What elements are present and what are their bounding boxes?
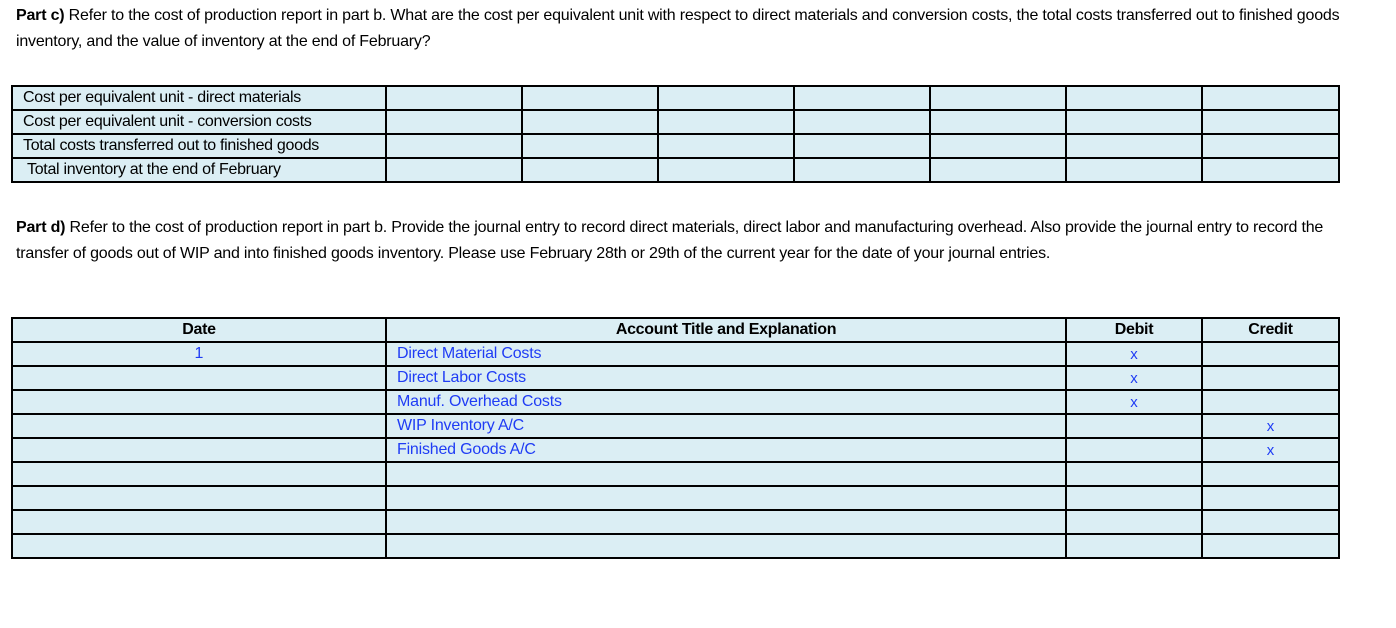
answer-cell[interactable] — [930, 134, 1066, 158]
debit-cell[interactable] — [1066, 486, 1202, 510]
answer-cell[interactable] — [386, 134, 522, 158]
row-label: Total costs transferred out to finished goods — [12, 134, 386, 158]
answer-cell[interactable] — [658, 86, 794, 110]
answer-cell[interactable] — [930, 158, 1066, 182]
debit-cell[interactable]: x — [1066, 390, 1202, 414]
date-cell[interactable] — [12, 366, 386, 390]
credit-cell[interactable] — [1202, 390, 1339, 414]
table-row — [12, 134, 1339, 158]
answer-cell[interactable] — [1066, 110, 1202, 134]
account-cell[interactable]: Finished Goods A/C — [386, 438, 1066, 462]
row-label: Total inventory at the end of February — [12, 158, 386, 182]
answer-cell[interactable] — [1066, 158, 1202, 182]
account-cell[interactable] — [386, 462, 1066, 486]
answer-cell[interactable] — [794, 86, 930, 110]
debit-cell[interactable] — [1066, 462, 1202, 486]
credit-cell[interactable] — [1202, 510, 1339, 534]
credit-header: Credit — [1202, 318, 1339, 342]
account-cell[interactable]: WIP Inventory A/C — [386, 414, 1066, 438]
answer-cell[interactable] — [930, 86, 1066, 110]
date-cell[interactable] — [12, 438, 386, 462]
row-label: Cost per equivalent unit - conversion costs — [12, 110, 386, 134]
credit-cell[interactable] — [1202, 366, 1339, 390]
journal-row — [12, 390, 1339, 414]
answer-cell[interactable] — [1202, 134, 1339, 158]
credit-cell[interactable] — [1202, 342, 1339, 366]
answer-cell[interactable] — [658, 110, 794, 134]
part-d-heading: Part d) — [16, 219, 66, 236]
credit-cell[interactable]: x — [1202, 414, 1339, 438]
date-cell[interactable] — [12, 486, 386, 510]
table-row — [12, 110, 1339, 134]
credit-cell[interactable] — [1202, 462, 1339, 486]
table-row — [12, 158, 1339, 182]
answer-cell[interactable] — [1202, 158, 1339, 182]
answer-cell[interactable] — [522, 134, 658, 158]
date-cell[interactable] — [12, 534, 386, 558]
date-cell[interactable] — [12, 414, 386, 438]
answer-cell[interactable] — [1066, 134, 1202, 158]
credit-cell[interactable] — [1202, 486, 1339, 510]
account-cell[interactable] — [386, 486, 1066, 510]
account-cell[interactable] — [386, 534, 1066, 558]
journal-row — [12, 342, 1339, 366]
answer-cell[interactable] — [794, 158, 930, 182]
journal-row — [12, 414, 1339, 438]
date-header: Date — [12, 318, 386, 342]
debit-header: Debit — [1066, 318, 1202, 342]
date-cell[interactable] — [12, 510, 386, 534]
debit-cell[interactable] — [1066, 534, 1202, 558]
journal-row — [12, 486, 1339, 510]
answer-cell[interactable] — [658, 158, 794, 182]
part-d-question — [16, 215, 1346, 267]
account-cell[interactable] — [386, 510, 1066, 534]
credit-cell[interactable]: x — [1202, 438, 1339, 462]
answer-cell[interactable] — [386, 86, 522, 110]
answer-cell[interactable] — [1202, 110, 1339, 134]
debit-cell[interactable] — [1066, 438, 1202, 462]
journal-row — [12, 366, 1339, 390]
date-cell[interactable] — [12, 390, 386, 414]
answer-cell[interactable] — [522, 86, 658, 110]
part-c-heading: Part c) — [16, 7, 65, 24]
journal-row — [12, 534, 1339, 558]
part-c-answer-table — [11, 85, 1340, 183]
credit-cell[interactable] — [1202, 534, 1339, 558]
account-cell[interactable]: Direct Material Costs — [386, 342, 1066, 366]
journal-row — [12, 438, 1339, 462]
part-c-prompt: Refer to the cost of production report in part b. What are the cost per equivalent unit with respect to direct materials and conversion costs, the total costs transferred out to finished goods inventory, and the value of inventory at the end of February? — [16, 7, 1340, 50]
answer-cell[interactable] — [386, 110, 522, 134]
row-label: Cost per equivalent unit - direct materials — [12, 86, 386, 110]
answer-cell[interactable] — [522, 158, 658, 182]
date-cell[interactable] — [12, 462, 386, 486]
answer-cell[interactable] — [386, 158, 522, 182]
part-d-prompt: Refer to the cost of production report in part b. Provide the journal entry to record direct materials, direct labor and manufacturing overhead. Also provide the journal entry to record the transfer of goods out of WIP and into finished goods inventory. Please use February 28th or 29th of the current year for the date of your journal entries. — [16, 219, 1324, 262]
journal-header-row — [12, 318, 1339, 342]
debit-cell[interactable]: x — [1066, 366, 1202, 390]
answer-cell[interactable] — [658, 134, 794, 158]
account-cell[interactable]: Manuf. Overhead Costs — [386, 390, 1066, 414]
part-c-question — [16, 3, 1346, 55]
date-cell[interactable]: 1 — [12, 342, 386, 366]
journal-row — [12, 462, 1339, 486]
debit-cell[interactable] — [1066, 510, 1202, 534]
journal-row — [12, 510, 1339, 534]
answer-cell[interactable] — [930, 110, 1066, 134]
account-header: Account Title and Explanation — [386, 318, 1066, 342]
journal-entry-table — [11, 317, 1340, 559]
answer-cell[interactable] — [794, 110, 930, 134]
table-row — [12, 86, 1339, 110]
answer-cell[interactable] — [1202, 86, 1339, 110]
answer-cell[interactable] — [522, 110, 658, 134]
answer-cell[interactable] — [794, 134, 930, 158]
answer-cell[interactable] — [1066, 86, 1202, 110]
debit-cell[interactable]: x — [1066, 342, 1202, 366]
debit-cell[interactable] — [1066, 414, 1202, 438]
account-cell[interactable]: Direct Labor Costs — [386, 366, 1066, 390]
